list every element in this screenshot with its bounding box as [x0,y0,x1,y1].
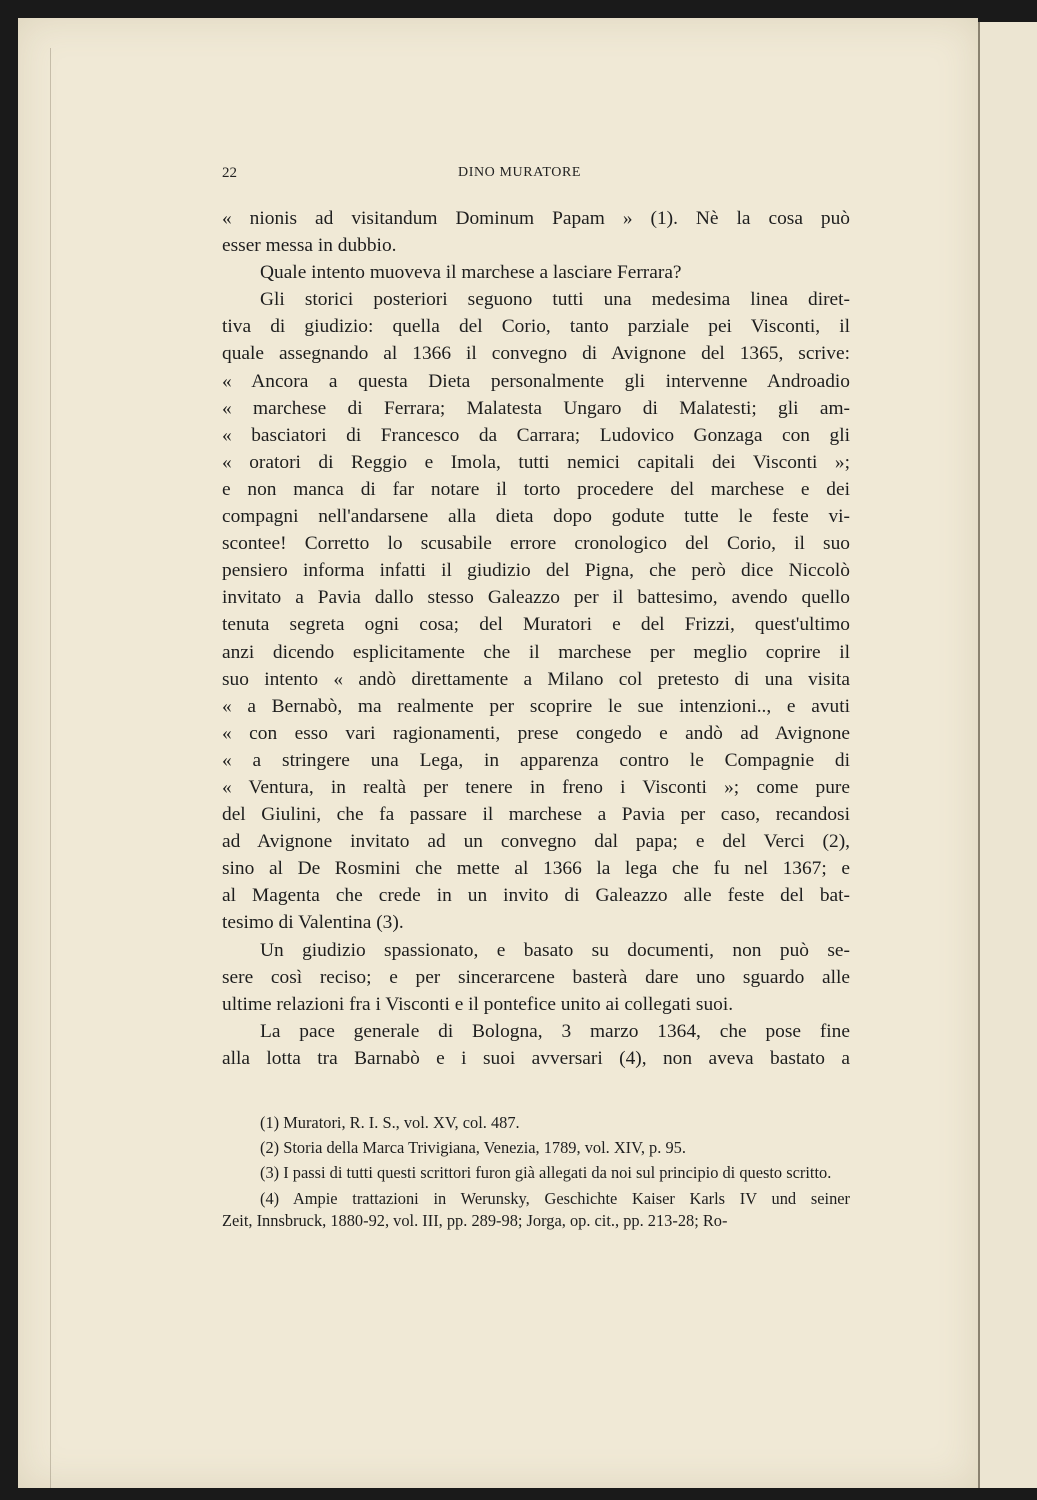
footnote: (1) Muratori, R. I. S., vol. XV, col. 487. [260,1113,520,1132]
text-line: « marchese di Ferrara; Malatesta Ungaro di Malatesti; gli am- [222,397,850,419]
footnote: (3) I passi di tutti questi scrittori furon già allegati da noi sul principio di questo scritto. [260,1163,832,1183]
text-line: « nionis ad visitandum Dominum Papam » (1). Nè la cosa può [222,208,850,229]
text-line: e non manca di far notare il torto procedere del marchese e dei [222,478,850,500]
text-line: Quale intento muoveva il marchese a lasciare Ferrara? [260,262,682,284]
footnote: (2) Storia della Marca Trivigiana, Venezia, 1789, vol. XIV, p. 95. [260,1138,686,1158]
text-line: tiva di giudizio: quella del Corio, tanto parziale pei Visconti, il [222,316,850,338]
text-line: al Magenta che crede in un invito di Galeazzo alle feste del bat- [222,885,850,907]
text-line: anzi dicendo esplicitamente che il marchese per meglio coprire il [222,641,850,663]
page-header [222,165,850,187]
text-line: sino al De Rosmini che mette al 1366 la lega che fu nel 1367; e [222,858,850,880]
text-line: sere così reciso; e per sincerarcene basterà dare uno sguardo alle [222,966,850,988]
text-line: ultime relazioni fra i Visconti e il pontefice unito ai collegati suoi. [222,993,734,1015]
text-line: « Ancora a questa Dieta personalmente gli intervenne Androadio [222,370,850,392]
gutter-line [50,48,51,1488]
text-line: suo intento « andò direttamente a Milano col pretesto di una visita [222,668,850,690]
text-line: « a Bernabò, ma realmente per scoprire le sue intenzioni.., e avuti [222,695,850,717]
footnote: Zeit, Innsbruck, 1880-92, vol. III, pp. 289-98; Jorga, op. cit., pp. 213-28; Ro- [222,1210,728,1230]
text-line: « a stringere una Lega, in apparenza contro le Compagnie di [222,749,850,771]
text-line: « oratori di Reggio e Imola, tutti nemici capitali dei Visconti »; [222,451,850,473]
text-line: « Ventura, in realtà per tenere in freno i Visconti »; come pure [222,776,850,798]
text-line: scontee! Corretto lo scusabile errore cronologico del Corio, il suo [222,533,850,555]
text-line: Gli storici posteriori seguono tutti una medesima linea diret- [260,289,850,311]
text-line: ad Avignone invitato ad un convegno dal papa; e del Verci (2), [222,831,850,853]
text-line: compagni nell'andarsene alla dieta dopo godute tutte le feste vi- [222,506,850,528]
running-head: DINO MURATORE [458,165,582,180]
text-line: invitato a Pavia dallo stesso Galeazzo per il battesimo, avendo quello [222,587,850,609]
text-line: Un giudizio spassionato, e basato su documenti, non può se- [260,939,850,961]
text-line: tesimo di Valentina (3). [222,912,404,934]
facing-page-edge [978,22,1037,1488]
text-line: « basciatori di Francesco da Carrara; Ludovico Gonzaga con gli [222,424,850,446]
footnotes [222,1112,850,1235]
text-line: tenuta segreta ogni cosa; del Muratori e del Frizzi, quest'ultimo [222,614,850,636]
text-line: La pace generale di Bologna, 3 marzo 1364, che pose fine [260,1020,850,1042]
body-text [222,205,850,1072]
text-line: alla lotta tra Barnabò e i suoi avversari (4), non aveva bastato a [222,1047,850,1069]
footnote: (4) Ampie trattazioni in Werunsky, Geschichte Kaiser Karls IV und seiner [260,1188,850,1208]
text-line: « con esso vari ragionamenti, prese congedo e andò ad Avignone [222,722,850,744]
text-line: del Giulini, che fa passare il marchese a Pavia per caso, recandosi [222,804,850,826]
text-line: quale assegnando al 1366 il convegno di Avignone del 1365, scrive: [222,343,850,365]
text-line: esser messa in dubbio. [222,235,397,257]
text-line: pensiero informa infatti il giudizio del Pigna, che però dice Niccolò [222,560,850,582]
page-number: 22 [222,165,237,181]
